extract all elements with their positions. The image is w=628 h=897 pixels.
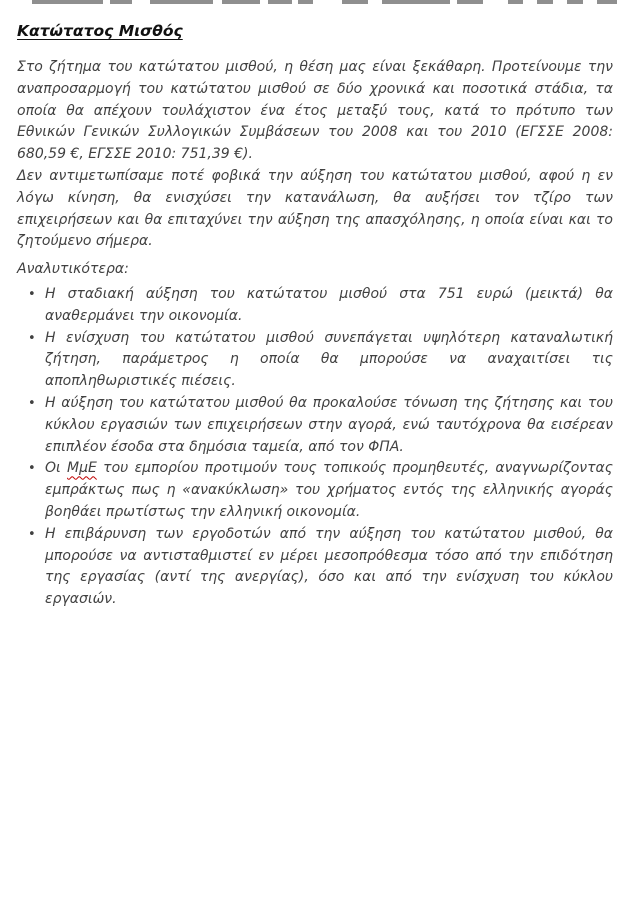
- paragraph-minimum-wage-position: Στο ζήτημα του κατώτατου μισθού, η θέση μας είναι ξεκάθαρη. Προτείνουμε την αναπροσαρμογή του κατώτατου μισθού σε δύο χρονικά και ποσοτικά στάδια, τα οποία θα απέχουν τουλάχιστον ένα έτος μεταξύ τους, κατά το πρότυπο των Εθνικών Γενικών Συλλογικών Συμβάσεων του 2008 και του 2010 (ΕΓΣΣΕ 2008: 680,59 €, ΕΓΣΣΕ 2010: 751,39 €).: [17, 59, 613, 163]
- list-item-text: Η αύξηση του κατώτατου μισθού θα προκαλούσε τόνωση της ζήτησης και του κύκλου εργασιών των επιχειρήσεων στην αγορά, ενώ ταυτόχρονα θα εισέρεαν επιπλέον έσοδα στα δημόσια ταμεία, από τον ΦΠΑ.: [45, 394, 613, 455]
- bullet-icon: •: [28, 330, 36, 346]
- paragraph-wage-increase-effects: Δεν αντιμετωπίσαμε ποτέ φοβικά την αύξηση του κατώτατου μισθού, αφού η εν λόγω κίνηση, θα ενισχύσει την κατανάλωση, θα αυξήσει τον τζίρο των επιχειρήσεων και θα επιταχύνει την αύξηση της απασχόλησης, η οποία είναι και το ζητούμενο σήμερα.: [17, 167, 613, 250]
- list-item-text: Η ενίσχυση του κατώτατου μισθού συνεπάγεται υψηλότερη καταναλωτική ζήτηση, παράμετρος η οποία θα μπορούσε να αναχαιτίσει τις αποπληθωριστικές πιέσεις.: [45, 329, 613, 390]
- document-content: [17, 0, 613, 611]
- list-item: [17, 393, 613, 458]
- list-item-text: Η σταδιακή αύξηση του κατώτατου μισθού στα 751 ευρώ (μεικτά) θα αναθερμάνει την οικονομία.: [45, 285, 613, 324]
- bullet-list: [17, 284, 613, 611]
- list-item-text: [45, 458, 613, 523]
- list-item: [17, 458, 613, 523]
- list-item-text: Η επιβάρυνση των εργοδοτών από την αύξηση του κατώτατου μισθού, θα μπορούσε να αντισταθμιστεί εν μέρει μεσοπρόθεσμα τόσο από την επιδότηση της εργασίας (αντί της ανεργίας), όσο και από την ενίσχυση του κύκλου εργασιών.: [45, 525, 613, 608]
- list-item-text-pre: Οι: [45, 460, 68, 477]
- list-item: [17, 284, 613, 328]
- list-item-text-post: του εμπορίου προτιμούν τους τοπικούς προμηθευτές, αναγνωρίζοντας εμπράκτως πως η «ανακύκλωση» του χρήματος εντός της ελληνικής αγοράς βοηθάει πρωτίστως την ελληνική οικονομία.: [45, 460, 613, 520]
- list-item: [17, 524, 613, 611]
- list-intro: Αναλυτικότερα:: [17, 261, 129, 278]
- spellcheck-word: ΜμΕ: [67, 460, 97, 477]
- bullet-icon: •: [28, 395, 36, 411]
- document-title: Κατώτατος Μισθός: [17, 22, 183, 40]
- bullet-icon: •: [28, 286, 36, 302]
- bullet-icon: •: [28, 526, 36, 542]
- list-item: [17, 328, 613, 393]
- bullet-icon: •: [28, 461, 36, 477]
